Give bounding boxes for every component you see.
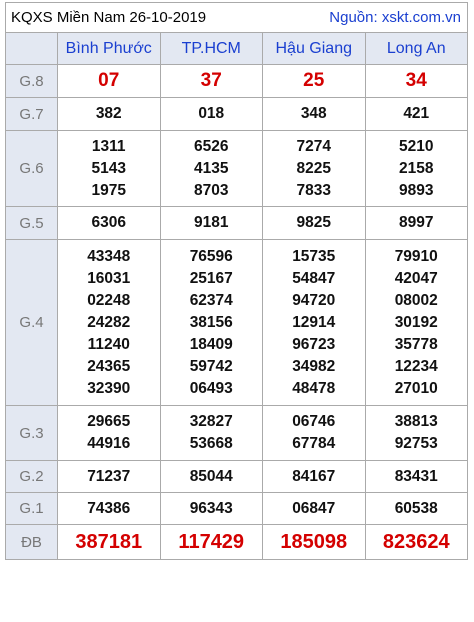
prize-cell — [365, 98, 468, 131]
prize-number: 11240 — [87, 335, 130, 353]
results-panel — [5, 2, 468, 560]
prize-row — [6, 525, 468, 560]
prize-cell — [263, 461, 366, 493]
prize-number: 348 — [300, 105, 327, 122]
prize-number: 9825 — [296, 214, 331, 231]
prize-number: 42047 — [394, 269, 438, 287]
prize-number: 06493 — [189, 379, 233, 397]
prize-number: 29665 — [87, 413, 131, 430]
prize-number: 18409 — [189, 335, 233, 353]
prize-cell — [58, 525, 161, 560]
prize-cell — [160, 240, 263, 406]
prize-number: 59742 — [189, 357, 233, 375]
prize-row — [6, 98, 468, 131]
province-header-row — [6, 33, 468, 65]
prize-number: 6526 — [194, 137, 229, 155]
prize-cell — [365, 493, 468, 525]
prize-cell — [58, 207, 161, 240]
prize-number: 53668 — [189, 435, 233, 452]
prize-number: 32390 — [87, 379, 131, 397]
prize-number: 76596 — [189, 247, 233, 265]
prize-number: 94720 — [292, 291, 336, 309]
prize-label: G.6 — [6, 131, 58, 207]
prize-number: 421 — [403, 105, 430, 122]
prize-number: 27010 — [394, 379, 438, 397]
prize-cell — [365, 406, 468, 461]
prize-cell — [58, 98, 161, 131]
prize-cell — [160, 406, 263, 461]
province-header[interactable]: TP.HCM — [160, 33, 263, 65]
prize-number: 48478 — [292, 379, 336, 397]
prize-number: 7274 — [296, 137, 331, 155]
province-header[interactable]: Long An — [365, 33, 468, 65]
prize-cell — [160, 98, 263, 131]
prize-cell — [58, 240, 161, 406]
prize-row — [6, 207, 468, 240]
prize-cell — [263, 98, 366, 131]
prize-number: 38813 — [394, 413, 438, 430]
prize-label: G.4 — [6, 240, 58, 406]
prize-number: 34982 — [292, 357, 336, 375]
prize-number: 74386 — [87, 499, 131, 517]
prize-cell — [365, 240, 468, 406]
prize-number: 96723 — [292, 335, 336, 353]
prize-label: G.8 — [6, 65, 58, 98]
prize-row — [6, 131, 468, 207]
prize-number: 8225 — [296, 159, 331, 177]
prize-number: 02248 — [87, 291, 131, 309]
prize-cell — [160, 525, 263, 560]
prize-number: 25167 — [189, 269, 233, 287]
prize-number: 06847 — [292, 499, 336, 517]
prize-number: 34 — [405, 70, 427, 91]
prize-label: G.2 — [6, 461, 58, 493]
prize-number: 44916 — [87, 435, 131, 452]
prize-row — [6, 406, 468, 461]
prize-cell — [58, 406, 161, 461]
prize-number: 5210 — [399, 137, 434, 155]
province-header[interactable]: Bình Phước — [58, 33, 161, 65]
prize-cell — [365, 65, 468, 98]
prize-row — [6, 65, 468, 98]
prize-number: 37 — [200, 70, 222, 91]
prize-number: 60538 — [394, 499, 438, 517]
prize-number: 1975 — [91, 181, 126, 199]
prize-number: 38156 — [189, 313, 233, 331]
prize-number: 1311 — [91, 137, 126, 155]
prize-number: 823624 — [382, 531, 450, 553]
prize-number: 9181 — [194, 214, 229, 231]
prize-number: 35778 — [394, 335, 438, 353]
prize-number: 185098 — [280, 531, 348, 553]
prize-cell — [263, 207, 366, 240]
prize-number: 08002 — [394, 291, 438, 309]
prize-number: 12234 — [394, 357, 438, 375]
prize-cell — [58, 131, 161, 207]
prize-number: 79910 — [394, 247, 438, 265]
prize-number: 67784 — [292, 435, 336, 452]
prize-cell — [365, 461, 468, 493]
prize-number: 30192 — [394, 313, 438, 331]
prize-number: 7833 — [296, 181, 331, 199]
prize-number: 16031 — [87, 269, 131, 287]
prize-cell — [160, 493, 263, 525]
prize-number: 25 — [303, 70, 325, 91]
prize-number: 8703 — [194, 181, 229, 199]
prize-cell — [58, 493, 161, 525]
prize-row — [6, 240, 468, 406]
prize-number: 4135 — [194, 159, 229, 177]
prize-label: G.5 — [6, 207, 58, 240]
prize-row — [6, 493, 468, 525]
prize-label: G.7 — [6, 98, 58, 131]
prize-number: 06746 — [292, 413, 336, 430]
corner-cell — [6, 33, 58, 65]
prize-label: G.3 — [6, 406, 58, 461]
results-body — [6, 65, 468, 560]
prize-number: 71237 — [87, 467, 131, 485]
prize-number: 8997 — [399, 214, 434, 231]
prize-number: 54847 — [292, 269, 336, 287]
prize-number: 117429 — [178, 531, 245, 553]
prize-number: 62374 — [189, 291, 233, 309]
prize-number: 24282 — [87, 313, 131, 331]
prize-cell — [365, 131, 468, 207]
prize-cell — [263, 65, 366, 98]
prize-cell — [160, 461, 263, 493]
prize-number: 387181 — [75, 531, 143, 553]
prize-cell — [160, 131, 263, 207]
prize-cell — [365, 207, 468, 240]
prize-number: 24365 — [87, 357, 131, 375]
prize-cell — [263, 525, 366, 560]
prize-cell — [160, 207, 263, 240]
prize-label: ĐB — [6, 525, 58, 560]
results-header — [5, 2, 468, 32]
province-header[interactable]: Hậu Giang — [263, 33, 366, 65]
prize-number: 43348 — [87, 247, 131, 265]
source-link[interactable]: Nguồn: xskt.com.vn — [329, 9, 461, 26]
prize-cell — [263, 493, 366, 525]
prize-number: 84167 — [292, 467, 336, 485]
prize-cell — [365, 525, 468, 560]
prize-number: 5143 — [91, 159, 126, 177]
prize-number: 018 — [198, 105, 225, 122]
prize-number: 2158 — [399, 159, 434, 177]
prize-number: 92753 — [394, 435, 438, 452]
prize-number: 96343 — [189, 499, 233, 517]
page-title: KQXS Miền Nam 26-10-2019 — [11, 9, 207, 26]
prize-cell — [263, 406, 366, 461]
prize-number: 12914 — [292, 313, 336, 331]
prize-number: 32827 — [189, 413, 233, 430]
prize-cell — [263, 240, 366, 406]
prize-number: 9893 — [399, 181, 434, 199]
prize-number: 15735 — [292, 247, 336, 265]
prize-number: 83431 — [394, 467, 438, 485]
prize-row — [6, 461, 468, 493]
prize-cell — [58, 461, 161, 493]
prize-number: 85044 — [189, 467, 233, 485]
results-table — [5, 32, 468, 560]
prize-number: 07 — [98, 70, 120, 91]
prize-cell — [58, 65, 161, 98]
prize-number: 6306 — [91, 214, 126, 231]
prize-number: 382 — [95, 105, 122, 122]
prize-cell — [263, 131, 366, 207]
prize-cell — [160, 65, 263, 98]
prize-label: G.1 — [6, 493, 58, 525]
